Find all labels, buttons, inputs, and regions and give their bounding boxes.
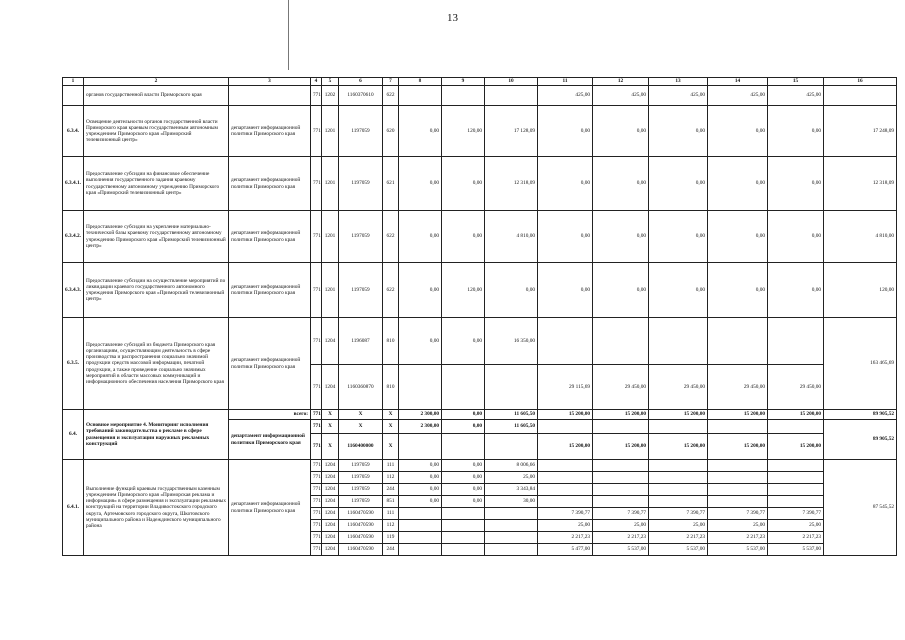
cell-c12: 25,00 — [593, 520, 649, 532]
cell-c13: 7 390,77 — [649, 508, 708, 520]
cell-c4: 771 — [311, 434, 322, 460]
cell-c4: 771 — [311, 472, 322, 484]
header-cell: 10 — [485, 78, 538, 86]
header-cell: 12 — [593, 78, 649, 86]
cell-c8: 2 300,00 — [399, 410, 442, 420]
cell-c8: 0,00 — [399, 157, 442, 211]
cell-c16: 12 318,09 — [824, 157, 897, 211]
cell-c16: 89 905,52 — [824, 410, 897, 420]
cell-c14: 25,00 — [708, 520, 768, 532]
item-number: 6.4.1. — [63, 460, 84, 556]
cell-c13: 2 217,23 — [649, 532, 708, 544]
cell-c14: 0,00 — [708, 106, 768, 157]
cell-c12: 29 450,00 — [593, 365, 649, 410]
cell-c9: 120,00 — [442, 106, 485, 157]
cell-c8: 0,00 — [399, 496, 442, 508]
cell-c12: 0,00 — [593, 211, 649, 263]
cell-c15 — [768, 496, 824, 508]
cell-c12: 15 200,00 — [593, 434, 649, 460]
cell-c10: 16 350,00 — [485, 318, 538, 365]
cell-c13: 29 450,00 — [649, 365, 708, 410]
cell-c12: 5 537,00 — [593, 544, 649, 556]
cell-c6: 1197059 — [339, 106, 383, 157]
cell-c16: 89 905,52 — [824, 420, 897, 460]
table-row — [63, 211, 897, 263]
cell-c11 — [538, 460, 593, 472]
cell-c14: 2 217,23 — [708, 532, 768, 544]
cell-c12: 425,00 — [593, 86, 649, 106]
cell-c6: 1160470590 — [339, 508, 383, 520]
cell-c8 — [399, 532, 442, 544]
cell-c14: 425,00 — [708, 86, 768, 106]
cell-c10 — [485, 544, 538, 556]
cell-c14 — [708, 472, 768, 484]
executor: департамент информационной политики Приморского края — [229, 318, 311, 410]
cell-c9: 0,00 — [442, 484, 485, 496]
cell-c14 — [708, 484, 768, 496]
cell-c15 — [768, 472, 824, 484]
cell-c4: 771 — [311, 544, 322, 556]
cell-c11: 25,00 — [538, 520, 593, 532]
cell-c14 — [708, 496, 768, 508]
cell-c11: 0,00 — [538, 263, 593, 318]
cell-c4: 771 — [311, 508, 322, 520]
cell-c15 — [768, 484, 824, 496]
cell-c15: 15 200,00 — [768, 434, 824, 460]
cell-c15: 7 390,77 — [768, 508, 824, 520]
cell-c12: 2 217,23 — [593, 532, 649, 544]
cell-c11: 0,00 — [538, 211, 593, 263]
cell-c10 — [485, 520, 538, 532]
cell-c12 — [593, 472, 649, 484]
cell-c8: 0,00 — [399, 460, 442, 472]
cell-c7: 119 — [383, 532, 399, 544]
cell-c6: 1160370610 — [339, 86, 383, 106]
cell-c8 — [399, 508, 442, 520]
cell-c11: 15 200,00 — [538, 410, 593, 420]
table-row — [63, 318, 897, 365]
item-number: 6.3.4.3. — [63, 263, 84, 318]
cell-c7: 620 — [383, 106, 399, 157]
cell-c10: 8 006,66 — [485, 460, 538, 472]
cell-c13 — [649, 472, 708, 484]
cell-c11 — [538, 420, 593, 434]
cell-c8: 0,00 — [399, 472, 442, 484]
cell-c14 — [708, 318, 768, 365]
cell-c4: 771 — [311, 211, 322, 263]
header-cell: 8 — [399, 78, 442, 86]
table-row — [63, 157, 897, 211]
cell-c4: 771 — [311, 460, 322, 472]
cell-c4: 771 — [311, 410, 322, 420]
cell-c14: 7 390,77 — [708, 508, 768, 520]
header-cell: 1 — [63, 78, 84, 86]
cell-c10 — [485, 365, 538, 410]
cell-c8: 0,00 — [399, 318, 442, 365]
cell-c6: X — [339, 420, 383, 434]
cell-c15: 0,00 — [768, 211, 824, 263]
cell-c13 — [649, 484, 708, 496]
cell-c4: 771 — [311, 496, 322, 508]
cell-c10 — [485, 86, 538, 106]
cell-c6: 1197059 — [339, 211, 383, 263]
cell-c5: 1201 — [322, 211, 339, 263]
cell-c12 — [593, 460, 649, 472]
cell-c16: 120,00 — [824, 263, 897, 318]
header-cell: 7 — [383, 78, 399, 86]
cell-c8: 2 300,00 — [399, 420, 442, 434]
cell-c9 — [442, 86, 485, 106]
cell-c7: 810 — [383, 318, 399, 365]
cell-c8 — [399, 365, 442, 410]
cell-c9: 0,00 — [442, 420, 485, 434]
cell-c13: 0,00 — [649, 211, 708, 263]
cell-c11: 5 477,00 — [538, 544, 593, 556]
cell-c11: 2 217,23 — [538, 532, 593, 544]
cell-c12: 0,00 — [593, 157, 649, 211]
cell-c5: 1204 — [322, 532, 339, 544]
cell-c15 — [768, 318, 824, 365]
cell-c10: 30,00 — [485, 496, 538, 508]
cell-c4: 771 — [311, 484, 322, 496]
cell-c6: 1197059 — [339, 472, 383, 484]
cell-c15: 425,00 — [768, 86, 824, 106]
cell-c7: 111 — [383, 460, 399, 472]
cell-c15: 0,00 — [768, 106, 824, 157]
cell-c5: X — [322, 420, 339, 434]
cell-c6: 1197059 — [339, 157, 383, 211]
cell-c5: 1201 — [322, 106, 339, 157]
cell-c13: 15 200,00 — [649, 410, 708, 420]
item-number: 6.4. — [63, 410, 84, 460]
cell-c12: 0,00 — [593, 106, 649, 157]
budget-table — [62, 77, 897, 556]
cell-c10 — [485, 434, 538, 460]
cell-c9: 0,00 — [442, 211, 485, 263]
cell-c14: 15 200,00 — [708, 410, 768, 420]
table-row — [63, 460, 897, 472]
cell-c5: 1204 — [322, 496, 339, 508]
cell-c14 — [708, 460, 768, 472]
cell-c10: 12 318,09 — [485, 157, 538, 211]
total-label: всего: — [229, 410, 311, 420]
cell-c10: 4 810,00 — [485, 211, 538, 263]
header-cell: 3 — [229, 78, 311, 86]
cell-c16: 163 465,69 — [824, 318, 897, 410]
table-row — [63, 263, 897, 318]
cell-c11: 0,00 — [538, 157, 593, 211]
cell-c11: 7 390,77 — [538, 508, 593, 520]
cell-c5: X — [322, 434, 339, 460]
page-number: 13 — [447, 12, 458, 24]
cell-c14: 15 200,00 — [708, 434, 768, 460]
cell-c6: 1160470590 — [339, 520, 383, 532]
cell-c15 — [768, 460, 824, 472]
cell-c5: 1201 — [322, 263, 339, 318]
cell-c13: 15 200,00 — [649, 434, 708, 460]
item-number — [63, 86, 84, 106]
executor — [229, 86, 311, 106]
item-name: Выполнение функций краевым государственным казенным учреждением Приморского края «Приморская реклама и информация» в сфере размещения и эксплуатации рекламных конструкций на территории Владивостокского городского округа, Артемовского городского округа, Шкотовского муниципального района и Надеждинского муниципального района — [84, 460, 229, 556]
cell-c9 — [442, 365, 485, 410]
cell-c10: 0,00 — [485, 263, 538, 318]
cell-c15: 0,00 — [768, 263, 824, 318]
cell-c13 — [649, 318, 708, 365]
cell-c7: X — [383, 420, 399, 434]
cell-c9 — [442, 434, 485, 460]
cell-c5: X — [322, 410, 339, 420]
cell-c7: 244 — [383, 484, 399, 496]
cell-c12 — [593, 484, 649, 496]
cell-c15 — [768, 420, 824, 434]
cell-c14: 5 537,00 — [708, 544, 768, 556]
cell-c8 — [399, 544, 442, 556]
executor: департамент информационной политики Приморского края — [229, 157, 311, 211]
cell-c6: 1160470590 — [339, 544, 383, 556]
executor: департамент информационной политики Приморского края — [229, 263, 311, 318]
cell-c9: 0,00 — [442, 472, 485, 484]
cell-c11 — [538, 472, 593, 484]
cell-c4: 771 — [311, 86, 322, 106]
cell-c6: 1197059 — [339, 460, 383, 472]
fold-line — [288, 0, 289, 70]
cell-c7: 622 — [383, 86, 399, 106]
cell-c9: 0,00 — [442, 496, 485, 508]
cell-c10 — [485, 508, 538, 520]
cell-c15: 15 200,00 — [768, 410, 824, 420]
cell-c15: 0,00 — [768, 157, 824, 211]
cell-c7: 810 — [383, 365, 399, 410]
header-row — [63, 78, 897, 86]
cell-c6: 1197059 — [339, 484, 383, 496]
cell-c10: 3 343,84 — [485, 484, 538, 496]
item-name: Основное мероприятие 4. Мониторинг исполнения требований законодательства о рекламе в сфере размещения и эксплуатации наружных рекламных конструкций — [84, 410, 229, 460]
cell-c13: 425,00 — [649, 86, 708, 106]
cell-c4: 771 — [311, 520, 322, 532]
item-name: Предоставление субсидии на укрепление материально-технической базы краевому государственному автономному учреждению Приморского края «Приморский телевизионный центр» — [84, 211, 229, 263]
cell-c9: 0,00 — [442, 410, 485, 420]
cell-c7: 851 — [383, 496, 399, 508]
cell-c10 — [485, 532, 538, 544]
cell-c9 — [442, 544, 485, 556]
cell-c8 — [399, 520, 442, 532]
cell-c5: 1204 — [322, 460, 339, 472]
cell-c11: 15 200,00 — [538, 434, 593, 460]
cell-c13 — [649, 420, 708, 434]
cell-c4: 771 — [311, 157, 322, 211]
header-cell: 11 — [538, 78, 593, 86]
item-number: 6.3.4.1. — [63, 157, 84, 211]
cell-c7: 244 — [383, 544, 399, 556]
cell-c8: 0,00 — [399, 106, 442, 157]
cell-c11 — [538, 496, 593, 508]
cell-c9: 0,00 — [442, 318, 485, 365]
cell-c9: 120,00 — [442, 263, 485, 318]
cell-c5: 1204 — [322, 544, 339, 556]
table-row — [63, 106, 897, 157]
cell-c4: 771 — [311, 263, 322, 318]
cell-c6: 1197059 — [339, 263, 383, 318]
cell-c5: 1201 — [322, 157, 339, 211]
cell-c7: 622 — [383, 263, 399, 318]
cell-c5: 1204 — [322, 472, 339, 484]
item-name: Предоставление субсидий из бюджета Приморского края организациям, осуществляющим деятельность в сфере производства и распространения социально значимой продукции средств массовой информации, печатной продукции, а также проведение социально значимых мероприятий в области массовых коммуникаций и информационного обеспечения населения Приморского края — [84, 318, 229, 410]
cell-c15: 2 217,23 — [768, 532, 824, 544]
cell-c8: 0,00 — [399, 211, 442, 263]
cell-c11: 425,00 — [538, 86, 593, 106]
cell-c13: 25,00 — [649, 520, 708, 532]
cell-c10: 25,00 — [485, 472, 538, 484]
cell-c5: 1202 — [322, 86, 339, 106]
executor: департамент информационной политики Приморского края — [229, 420, 311, 460]
table-row — [63, 410, 897, 420]
cell-c5: 1204 — [322, 484, 339, 496]
cell-c7: 621 — [383, 157, 399, 211]
cell-c5: 1204 — [322, 365, 339, 410]
header-cell: 6 — [339, 78, 383, 86]
cell-c6: X — [339, 410, 383, 420]
cell-c4: 771 — [311, 532, 322, 544]
cell-c7: 112 — [383, 472, 399, 484]
item-name: Освещение деятельности органов государственной власти Приморского края краевым государственным автономным учреждением Приморского края «Приморский телевизионный центр» — [84, 106, 229, 157]
cell-c11 — [538, 484, 593, 496]
cell-c15: 5 537,00 — [768, 544, 824, 556]
cell-c12 — [593, 496, 649, 508]
header-cell: 15 — [768, 78, 824, 86]
item-number: 6.3.4. — [63, 106, 84, 157]
cell-c12: 15 200,00 — [593, 410, 649, 420]
cell-c6: 1160470590 — [339, 532, 383, 544]
cell-c9 — [442, 532, 485, 544]
cell-c5: 1204 — [322, 318, 339, 365]
cell-c16: 17 248,09 — [824, 106, 897, 157]
cell-c13: 5 537,00 — [649, 544, 708, 556]
cell-c12: 0,00 — [593, 263, 649, 318]
cell-c13 — [649, 496, 708, 508]
cell-c15: 25,00 — [768, 520, 824, 532]
cell-c14: 0,00 — [708, 211, 768, 263]
cell-c9 — [442, 508, 485, 520]
cell-c13: 0,00 — [649, 157, 708, 211]
header-cell: 2 — [84, 78, 229, 86]
header-cell: 13 — [649, 78, 708, 86]
item-number: 6.3.4.2. — [63, 211, 84, 263]
item-name: органов государственной власти Приморского края — [84, 86, 229, 106]
header-cell: 16 — [824, 78, 897, 86]
item-number: 6.3.5. — [63, 318, 84, 410]
cell-c12 — [593, 420, 649, 434]
cell-c11: 29 115,69 — [538, 365, 593, 410]
cell-c6: 1197059 — [339, 496, 383, 508]
cell-c9: 0,00 — [442, 157, 485, 211]
header-cell: 9 — [442, 78, 485, 86]
cell-c14: 0,00 — [708, 263, 768, 318]
cell-c11: 0,00 — [538, 106, 593, 157]
cell-c9 — [442, 520, 485, 532]
cell-c8 — [399, 86, 442, 106]
item-name: Предоставление субсидии на финансовое обеспечение выполнения государственного задания краевому государственному автономному учреждению Приморского края «Приморский телевизионный центр» — [84, 157, 229, 211]
cell-c9: 0,00 — [442, 460, 485, 472]
cell-c10: 11 605,50 — [485, 410, 538, 420]
cell-c10: 17 128,09 — [485, 106, 538, 157]
header-cell: 4 — [311, 78, 322, 86]
cell-c16: 4 810,00 — [824, 211, 897, 263]
cell-c7: X — [383, 434, 399, 460]
cell-c6: 1160360870 — [339, 365, 383, 410]
header-cell: 14 — [708, 78, 768, 86]
table-row — [63, 86, 897, 106]
cell-c16: 87 545,52 — [824, 460, 897, 556]
cell-c12 — [593, 318, 649, 365]
cell-c10: 11 605,50 — [485, 420, 538, 434]
cell-c12: 7 390,77 — [593, 508, 649, 520]
cell-c14: 29 450,00 — [708, 365, 768, 410]
cell-c7: 111 — [383, 508, 399, 520]
cell-c4: 771 — [311, 365, 322, 410]
cell-c6: 1160400000 — [339, 434, 383, 460]
cell-c7: X — [383, 410, 399, 420]
cell-c7: 112 — [383, 520, 399, 532]
cell-c14: 0,00 — [708, 157, 768, 211]
executor: департамент информационной политики Приморского края — [229, 106, 311, 157]
cell-c4: 771 — [311, 420, 322, 434]
executor: департамент информационной политики Приморского края — [229, 460, 311, 556]
cell-c8: 0,00 — [399, 263, 442, 318]
cell-c5: 1204 — [322, 520, 339, 532]
cell-c4: 771 — [311, 106, 322, 157]
header-cell: 5 — [322, 78, 339, 86]
cell-c11 — [538, 318, 593, 365]
cell-c8 — [399, 434, 442, 460]
cell-c13: 0,00 — [649, 106, 708, 157]
cell-c13: 0,00 — [649, 263, 708, 318]
cell-c5: 1204 — [322, 508, 339, 520]
cell-c7: 622 — [383, 211, 399, 263]
cell-c8: 0,00 — [399, 484, 442, 496]
cell-c13 — [649, 460, 708, 472]
cell-c6: 1196087 — [339, 318, 383, 365]
executor: департамент информационной политики Приморского края — [229, 211, 311, 263]
cell-c4: 771 — [311, 318, 322, 365]
cell-c16 — [824, 86, 897, 106]
item-name: Предоставление субсидии на осуществление мероприятий по ликвидации краевого государственного автономного учреждения Приморского края «Приморский телевизионный центр» — [84, 263, 229, 318]
cell-c14 — [708, 420, 768, 434]
cell-c15: 29 450,00 — [768, 365, 824, 410]
